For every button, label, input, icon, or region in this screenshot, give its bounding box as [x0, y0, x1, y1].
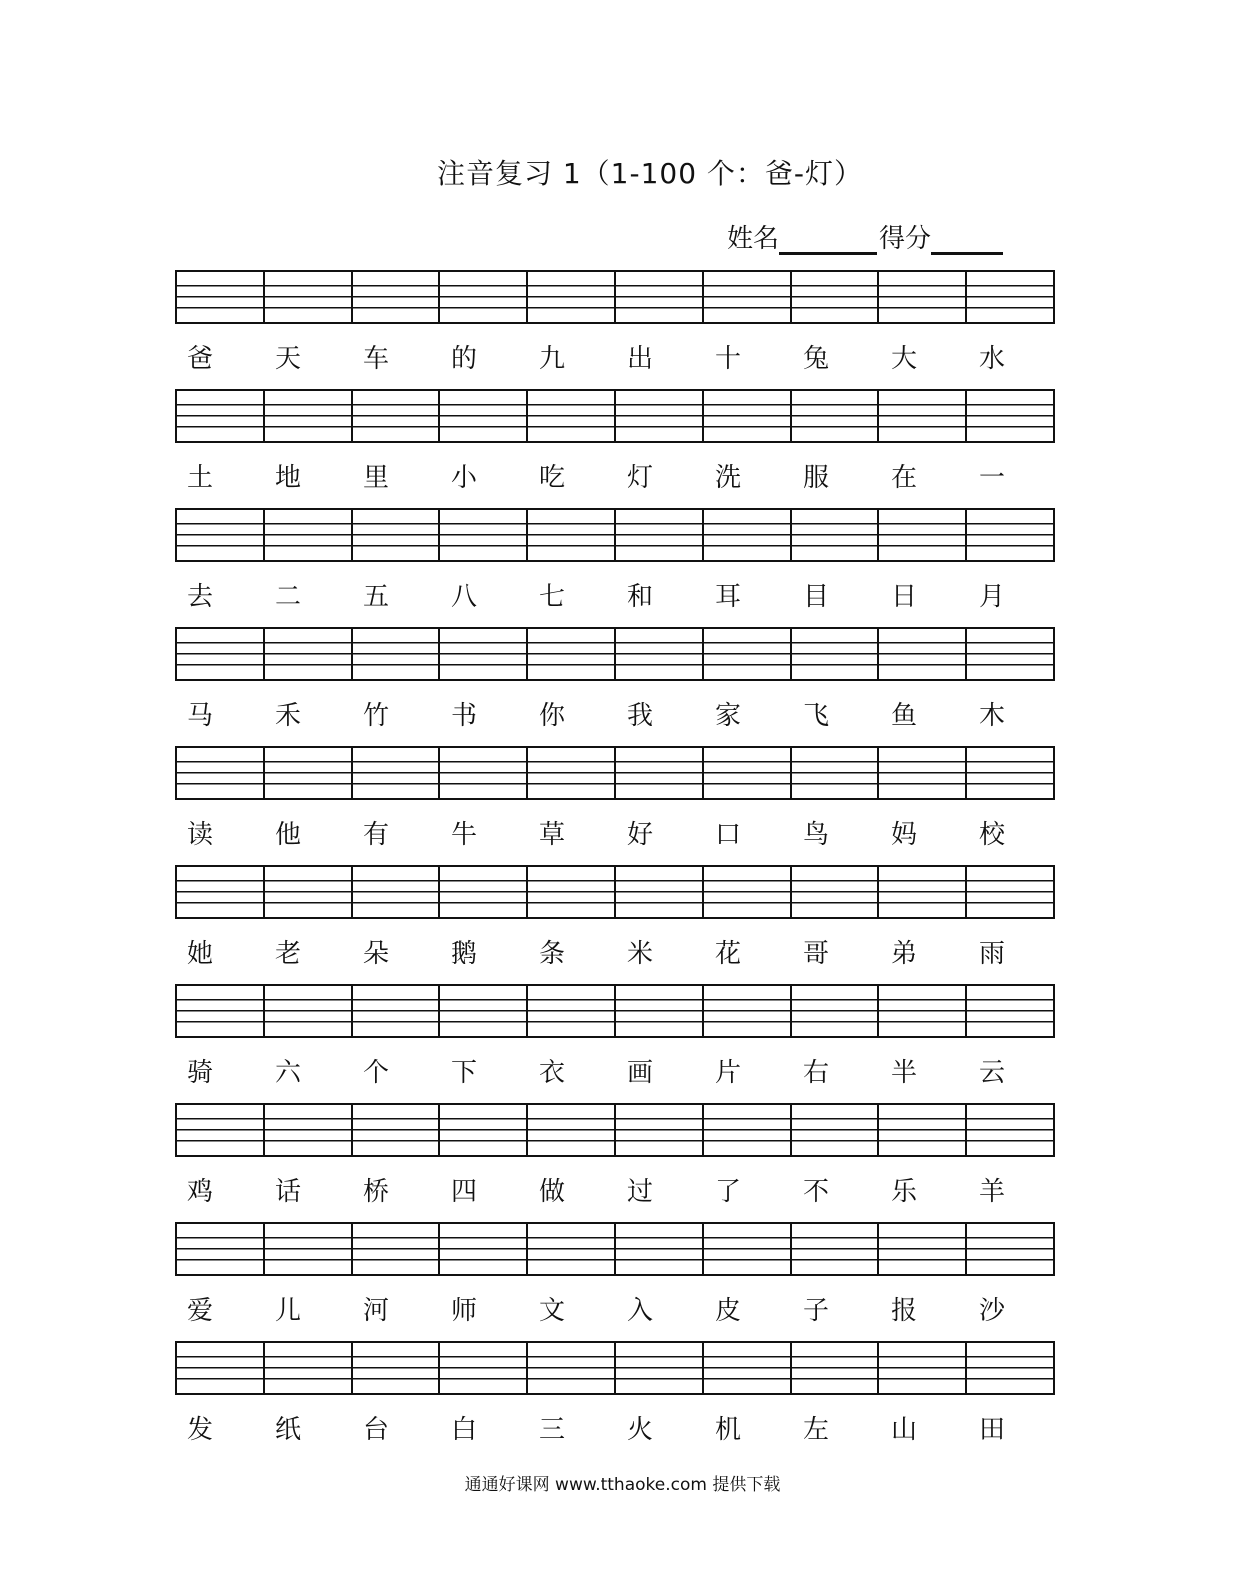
- pinyin-writing-grid: [175, 984, 1055, 1038]
- hanzi-character: 土: [187, 463, 214, 493]
- hanzi-character: 爸: [187, 344, 214, 374]
- hanzi-character: 九: [539, 344, 566, 374]
- footer-credit: 通通好课网 www.tthaoke.com 提供下载: [464, 1475, 781, 1495]
- page-title: 注音复习 1（1-100 个：爸-灯）: [436, 157, 864, 190]
- pinyin-cell[interactable]: [792, 986, 880, 1036]
- pinyin-cell[interactable]: [704, 1105, 792, 1155]
- hanzi-character: 和: [627, 582, 654, 612]
- student-info-fields: [727, 218, 1005, 255]
- hanzi-character: 有: [363, 820, 390, 850]
- worksheet-row: [175, 1341, 1055, 1460]
- worksheet-row: [175, 1103, 1055, 1222]
- pinyin-cell[interactable]: [353, 1343, 441, 1393]
- pinyin-cell[interactable]: [440, 272, 528, 322]
- hanzi-character: 下: [451, 1058, 478, 1088]
- hanzi-character: 弟: [891, 939, 918, 969]
- hanzi-character: 白: [451, 1415, 478, 1445]
- pinyin-cell[interactable]: [440, 748, 528, 798]
- worksheet-row: [175, 389, 1055, 508]
- character-line: [175, 324, 1055, 389]
- pinyin-cell[interactable]: [967, 510, 1053, 560]
- worksheet-row: [175, 865, 1055, 984]
- pinyin-cell[interactable]: [177, 391, 265, 441]
- pinyin-cell[interactable]: [528, 748, 616, 798]
- character-line: [175, 800, 1055, 865]
- hanzi-character: 鸟: [803, 820, 830, 850]
- pinyin-cell[interactable]: [353, 748, 441, 798]
- hanzi-character: 洗: [715, 463, 742, 493]
- pinyin-cell[interactable]: [528, 1105, 616, 1155]
- pinyin-cell[interactable]: [440, 510, 528, 560]
- hanzi-character: 她: [187, 939, 214, 969]
- pinyin-cell[interactable]: [879, 867, 967, 917]
- hanzi-character: 兔: [803, 344, 830, 374]
- pinyin-cell[interactable]: [879, 1343, 967, 1393]
- character-line: [175, 562, 1055, 627]
- hanzi-character: 过: [627, 1177, 654, 1207]
- hanzi-character: 画: [627, 1058, 654, 1088]
- pinyin-writing-grid: [175, 1103, 1055, 1157]
- pinyin-cell[interactable]: [616, 1343, 704, 1393]
- pinyin-cell[interactable]: [967, 1343, 1053, 1393]
- hanzi-character: 田: [979, 1415, 1006, 1445]
- score-label: 得分: [879, 224, 932, 254]
- hanzi-character: 朵: [363, 939, 390, 969]
- pinyin-cell[interactable]: [704, 1224, 792, 1274]
- name-blank[interactable]: [779, 222, 877, 255]
- pinyin-cell[interactable]: [879, 272, 967, 322]
- pinyin-cell[interactable]: [353, 629, 441, 679]
- pinyin-cell[interactable]: [177, 1224, 265, 1274]
- hanzi-character: 儿: [275, 1296, 302, 1326]
- pinyin-cell[interactable]: [704, 272, 792, 322]
- pinyin-cell[interactable]: [792, 1224, 880, 1274]
- hanzi-character: 火: [627, 1415, 654, 1445]
- hanzi-character: 文: [539, 1296, 566, 1326]
- hanzi-character: 天: [275, 344, 302, 374]
- pinyin-cell[interactable]: [616, 748, 704, 798]
- hanzi-character: 竹: [363, 701, 390, 731]
- hanzi-character: 老: [275, 939, 302, 969]
- pinyin-writing-grid: [175, 627, 1055, 681]
- pinyin-cell[interactable]: [177, 986, 265, 1036]
- hanzi-character: 鹅: [451, 939, 478, 969]
- pinyin-cell[interactable]: [792, 391, 880, 441]
- hanzi-character: 他: [275, 820, 302, 850]
- character-line: [175, 681, 1055, 746]
- hanzi-character: 一: [979, 463, 1006, 493]
- hanzi-character: 爱: [187, 1296, 214, 1326]
- hanzi-character: 米: [627, 939, 654, 969]
- hanzi-character: 沙: [979, 1296, 1006, 1326]
- pinyin-cell[interactable]: [265, 391, 353, 441]
- hanzi-character: 条: [539, 939, 566, 969]
- pinyin-cell[interactable]: [616, 510, 704, 560]
- hanzi-character: 月: [979, 582, 1006, 612]
- hanzi-character: 左: [803, 1415, 830, 1445]
- hanzi-character: 大: [891, 344, 918, 374]
- pinyin-writing-grid: [175, 270, 1055, 324]
- hanzi-character: 飞: [803, 701, 830, 731]
- hanzi-character: 鸡: [187, 1177, 214, 1207]
- pinyin-cell[interactable]: [528, 272, 616, 322]
- character-line: [175, 443, 1055, 508]
- pinyin-cell[interactable]: [967, 629, 1053, 679]
- pinyin-cell[interactable]: [265, 1343, 353, 1393]
- hanzi-character: 四: [451, 1177, 478, 1207]
- pinyin-cell[interactable]: [177, 629, 265, 679]
- hanzi-character: 口: [715, 820, 742, 850]
- hanzi-character: 不: [803, 1177, 830, 1207]
- hanzi-character: 去: [187, 582, 214, 612]
- pinyin-cell[interactable]: [265, 986, 353, 1036]
- hanzi-character: 在: [891, 463, 918, 493]
- pinyin-cell[interactable]: [879, 986, 967, 1036]
- hanzi-character: 桥: [363, 1177, 390, 1207]
- hanzi-character: 骑: [187, 1058, 214, 1088]
- pinyin-cell[interactable]: [704, 1343, 792, 1393]
- pinyin-cell[interactable]: [440, 986, 528, 1036]
- hanzi-character: 师: [451, 1296, 478, 1326]
- pinyin-cell[interactable]: [879, 1224, 967, 1274]
- pinyin-cell[interactable]: [265, 629, 353, 679]
- hanzi-character: 耳: [715, 582, 742, 612]
- hanzi-character: 话: [275, 1177, 302, 1207]
- hanzi-character: 报: [891, 1296, 918, 1326]
- pinyin-cell[interactable]: [792, 1343, 880, 1393]
- pinyin-cell[interactable]: [440, 1105, 528, 1155]
- pinyin-writing-grid: [175, 508, 1055, 562]
- pinyin-cell[interactable]: [353, 1224, 441, 1274]
- pinyin-cell[interactable]: [440, 391, 528, 441]
- pinyin-cell[interactable]: [528, 391, 616, 441]
- hanzi-character: 鱼: [891, 701, 918, 731]
- pinyin-cell[interactable]: [528, 1224, 616, 1274]
- hanzi-character: 乐: [891, 1177, 918, 1207]
- pinyin-writing-grid: [175, 1222, 1055, 1276]
- hanzi-character: 服: [803, 463, 830, 493]
- pinyin-cell[interactable]: [528, 629, 616, 679]
- pinyin-cell[interactable]: [792, 510, 880, 560]
- pinyin-cell[interactable]: [353, 986, 441, 1036]
- score-blank[interactable]: [931, 222, 1003, 255]
- name-label: 姓名: [727, 224, 780, 254]
- hanzi-character: 纸: [275, 1415, 302, 1445]
- pinyin-cell[interactable]: [616, 1105, 704, 1155]
- hanzi-character: 山: [891, 1415, 918, 1445]
- pinyin-cell[interactable]: [353, 510, 441, 560]
- hanzi-character: 地: [275, 463, 302, 493]
- hanzi-character: 八: [451, 582, 478, 612]
- worksheet-row: [175, 746, 1055, 865]
- pinyin-cell[interactable]: [440, 629, 528, 679]
- pinyin-cell[interactable]: [792, 272, 880, 322]
- hanzi-character: 河: [363, 1296, 390, 1326]
- hanzi-character: 校: [979, 820, 1006, 850]
- hanzi-character: 木: [979, 701, 1006, 731]
- hanzi-character: 读: [187, 820, 214, 850]
- pinyin-cell[interactable]: [440, 867, 528, 917]
- hanzi-character: 个: [363, 1058, 390, 1088]
- pinyin-cell[interactable]: [616, 1224, 704, 1274]
- pinyin-cell[interactable]: [704, 748, 792, 798]
- hanzi-character: 禾: [275, 701, 302, 731]
- hanzi-character: 二: [275, 582, 302, 612]
- pinyin-cell[interactable]: [792, 867, 880, 917]
- pinyin-cell[interactable]: [967, 272, 1053, 322]
- pinyin-cell[interactable]: [177, 510, 265, 560]
- pinyin-cell[interactable]: [528, 510, 616, 560]
- hanzi-character: 哥: [803, 939, 830, 969]
- pinyin-writing-grid: [175, 389, 1055, 443]
- pinyin-cell[interactable]: [353, 391, 441, 441]
- pinyin-cell[interactable]: [879, 1105, 967, 1155]
- pinyin-cell[interactable]: [967, 748, 1053, 798]
- hanzi-character: 做: [539, 1177, 566, 1207]
- character-line: [175, 1276, 1055, 1341]
- hanzi-character: 花: [715, 939, 742, 969]
- pinyin-cell[interactable]: [528, 867, 616, 917]
- pinyin-cell[interactable]: [353, 1105, 441, 1155]
- pinyin-cell[interactable]: [440, 1224, 528, 1274]
- pinyin-cell[interactable]: [704, 867, 792, 917]
- pinyin-cell[interactable]: [967, 1224, 1053, 1274]
- hanzi-character: 书: [451, 701, 478, 731]
- hanzi-character: 好: [627, 820, 654, 850]
- pinyin-cell[interactable]: [265, 1105, 353, 1155]
- worksheet-rows: [175, 270, 1055, 1460]
- hanzi-character: 十: [715, 344, 742, 374]
- pinyin-cell[interactable]: [967, 986, 1053, 1036]
- hanzi-character: 牛: [451, 820, 478, 850]
- worksheet-row: [175, 508, 1055, 627]
- pinyin-cell[interactable]: [265, 748, 353, 798]
- hanzi-character: 发: [187, 1415, 214, 1445]
- pinyin-cell[interactable]: [616, 391, 704, 441]
- pinyin-cell[interactable]: [616, 867, 704, 917]
- pinyin-cell[interactable]: [265, 1224, 353, 1274]
- pinyin-cell[interactable]: [704, 391, 792, 441]
- pinyin-cell[interactable]: [177, 1343, 265, 1393]
- pinyin-writing-grid: [175, 746, 1055, 800]
- worksheet-row: [175, 1222, 1055, 1341]
- pinyin-cell[interactable]: [265, 867, 353, 917]
- pinyin-cell[interactable]: [704, 629, 792, 679]
- pinyin-cell[interactable]: [879, 510, 967, 560]
- pinyin-writing-grid: [175, 865, 1055, 919]
- hanzi-character: 右: [803, 1058, 830, 1088]
- hanzi-character: 日: [891, 582, 918, 612]
- pinyin-cell[interactable]: [967, 1105, 1053, 1155]
- pinyin-cell[interactable]: [792, 1105, 880, 1155]
- hanzi-character: 衣: [539, 1058, 566, 1088]
- hanzi-character: 马: [187, 701, 214, 731]
- hanzi-character: 五: [363, 582, 390, 612]
- hanzi-character: 了: [715, 1177, 742, 1207]
- hanzi-character: 目: [803, 582, 830, 612]
- character-line: [175, 1157, 1055, 1222]
- pinyin-cell[interactable]: [879, 629, 967, 679]
- pinyin-cell[interactable]: [177, 748, 265, 798]
- worksheet-row: [175, 270, 1055, 389]
- pinyin-cell[interactable]: [440, 1343, 528, 1393]
- pinyin-cell[interactable]: [616, 272, 704, 322]
- hanzi-character: 羊: [979, 1177, 1006, 1207]
- pinyin-cell[interactable]: [177, 1105, 265, 1155]
- hanzi-character: 出: [627, 344, 654, 374]
- pinyin-cell[interactable]: [616, 629, 704, 679]
- worksheet-row: [175, 984, 1055, 1103]
- pinyin-cell[interactable]: [265, 272, 353, 322]
- hanzi-character: 灯: [627, 463, 654, 493]
- hanzi-character: 水: [979, 344, 1006, 374]
- hanzi-character: 我: [627, 701, 654, 731]
- character-line: [175, 1395, 1055, 1460]
- hanzi-character: 半: [891, 1058, 918, 1088]
- hanzi-character: 小: [451, 463, 478, 493]
- pinyin-cell[interactable]: [879, 748, 967, 798]
- hanzi-character: 妈: [891, 820, 918, 850]
- pinyin-writing-grid: [175, 1341, 1055, 1395]
- hanzi-character: 机: [715, 1415, 742, 1445]
- character-line: [175, 1038, 1055, 1103]
- pinyin-cell[interactable]: [353, 272, 441, 322]
- hanzi-character: 台: [363, 1415, 390, 1445]
- hanzi-character: 六: [275, 1058, 302, 1088]
- hanzi-character: 皮: [715, 1296, 742, 1326]
- hanzi-character: 七: [539, 582, 566, 612]
- pinyin-cell[interactable]: [967, 867, 1053, 917]
- hanzi-character: 的: [451, 344, 478, 374]
- pinyin-cell[interactable]: [528, 1343, 616, 1393]
- character-line: [175, 919, 1055, 984]
- hanzi-character: 家: [715, 701, 742, 731]
- pinyin-cell[interactable]: [265, 510, 353, 560]
- pinyin-cell[interactable]: [177, 867, 265, 917]
- pinyin-cell[interactable]: [177, 272, 265, 322]
- pinyin-cell[interactable]: [353, 867, 441, 917]
- hanzi-character: 吃: [539, 463, 566, 493]
- pinyin-cell[interactable]: [792, 748, 880, 798]
- pinyin-cell[interactable]: [967, 391, 1053, 441]
- hanzi-character: 车: [363, 344, 390, 374]
- hanzi-character: 三: [539, 1415, 566, 1445]
- worksheet-row: [175, 627, 1055, 746]
- pinyin-cell[interactable]: [704, 986, 792, 1036]
- pinyin-cell[interactable]: [528, 986, 616, 1036]
- hanzi-character: 里: [363, 463, 390, 493]
- hanzi-character: 雨: [979, 939, 1006, 969]
- pinyin-cell[interactable]: [792, 629, 880, 679]
- hanzi-character: 云: [979, 1058, 1006, 1088]
- pinyin-cell[interactable]: [879, 391, 967, 441]
- pinyin-cell[interactable]: [616, 986, 704, 1036]
- hanzi-character: 片: [715, 1058, 742, 1088]
- hanzi-character: 草: [539, 820, 566, 850]
- hanzi-character: 你: [539, 701, 566, 731]
- pinyin-cell[interactable]: [704, 510, 792, 560]
- hanzi-character: 入: [627, 1296, 654, 1326]
- hanzi-character: 子: [803, 1296, 830, 1326]
